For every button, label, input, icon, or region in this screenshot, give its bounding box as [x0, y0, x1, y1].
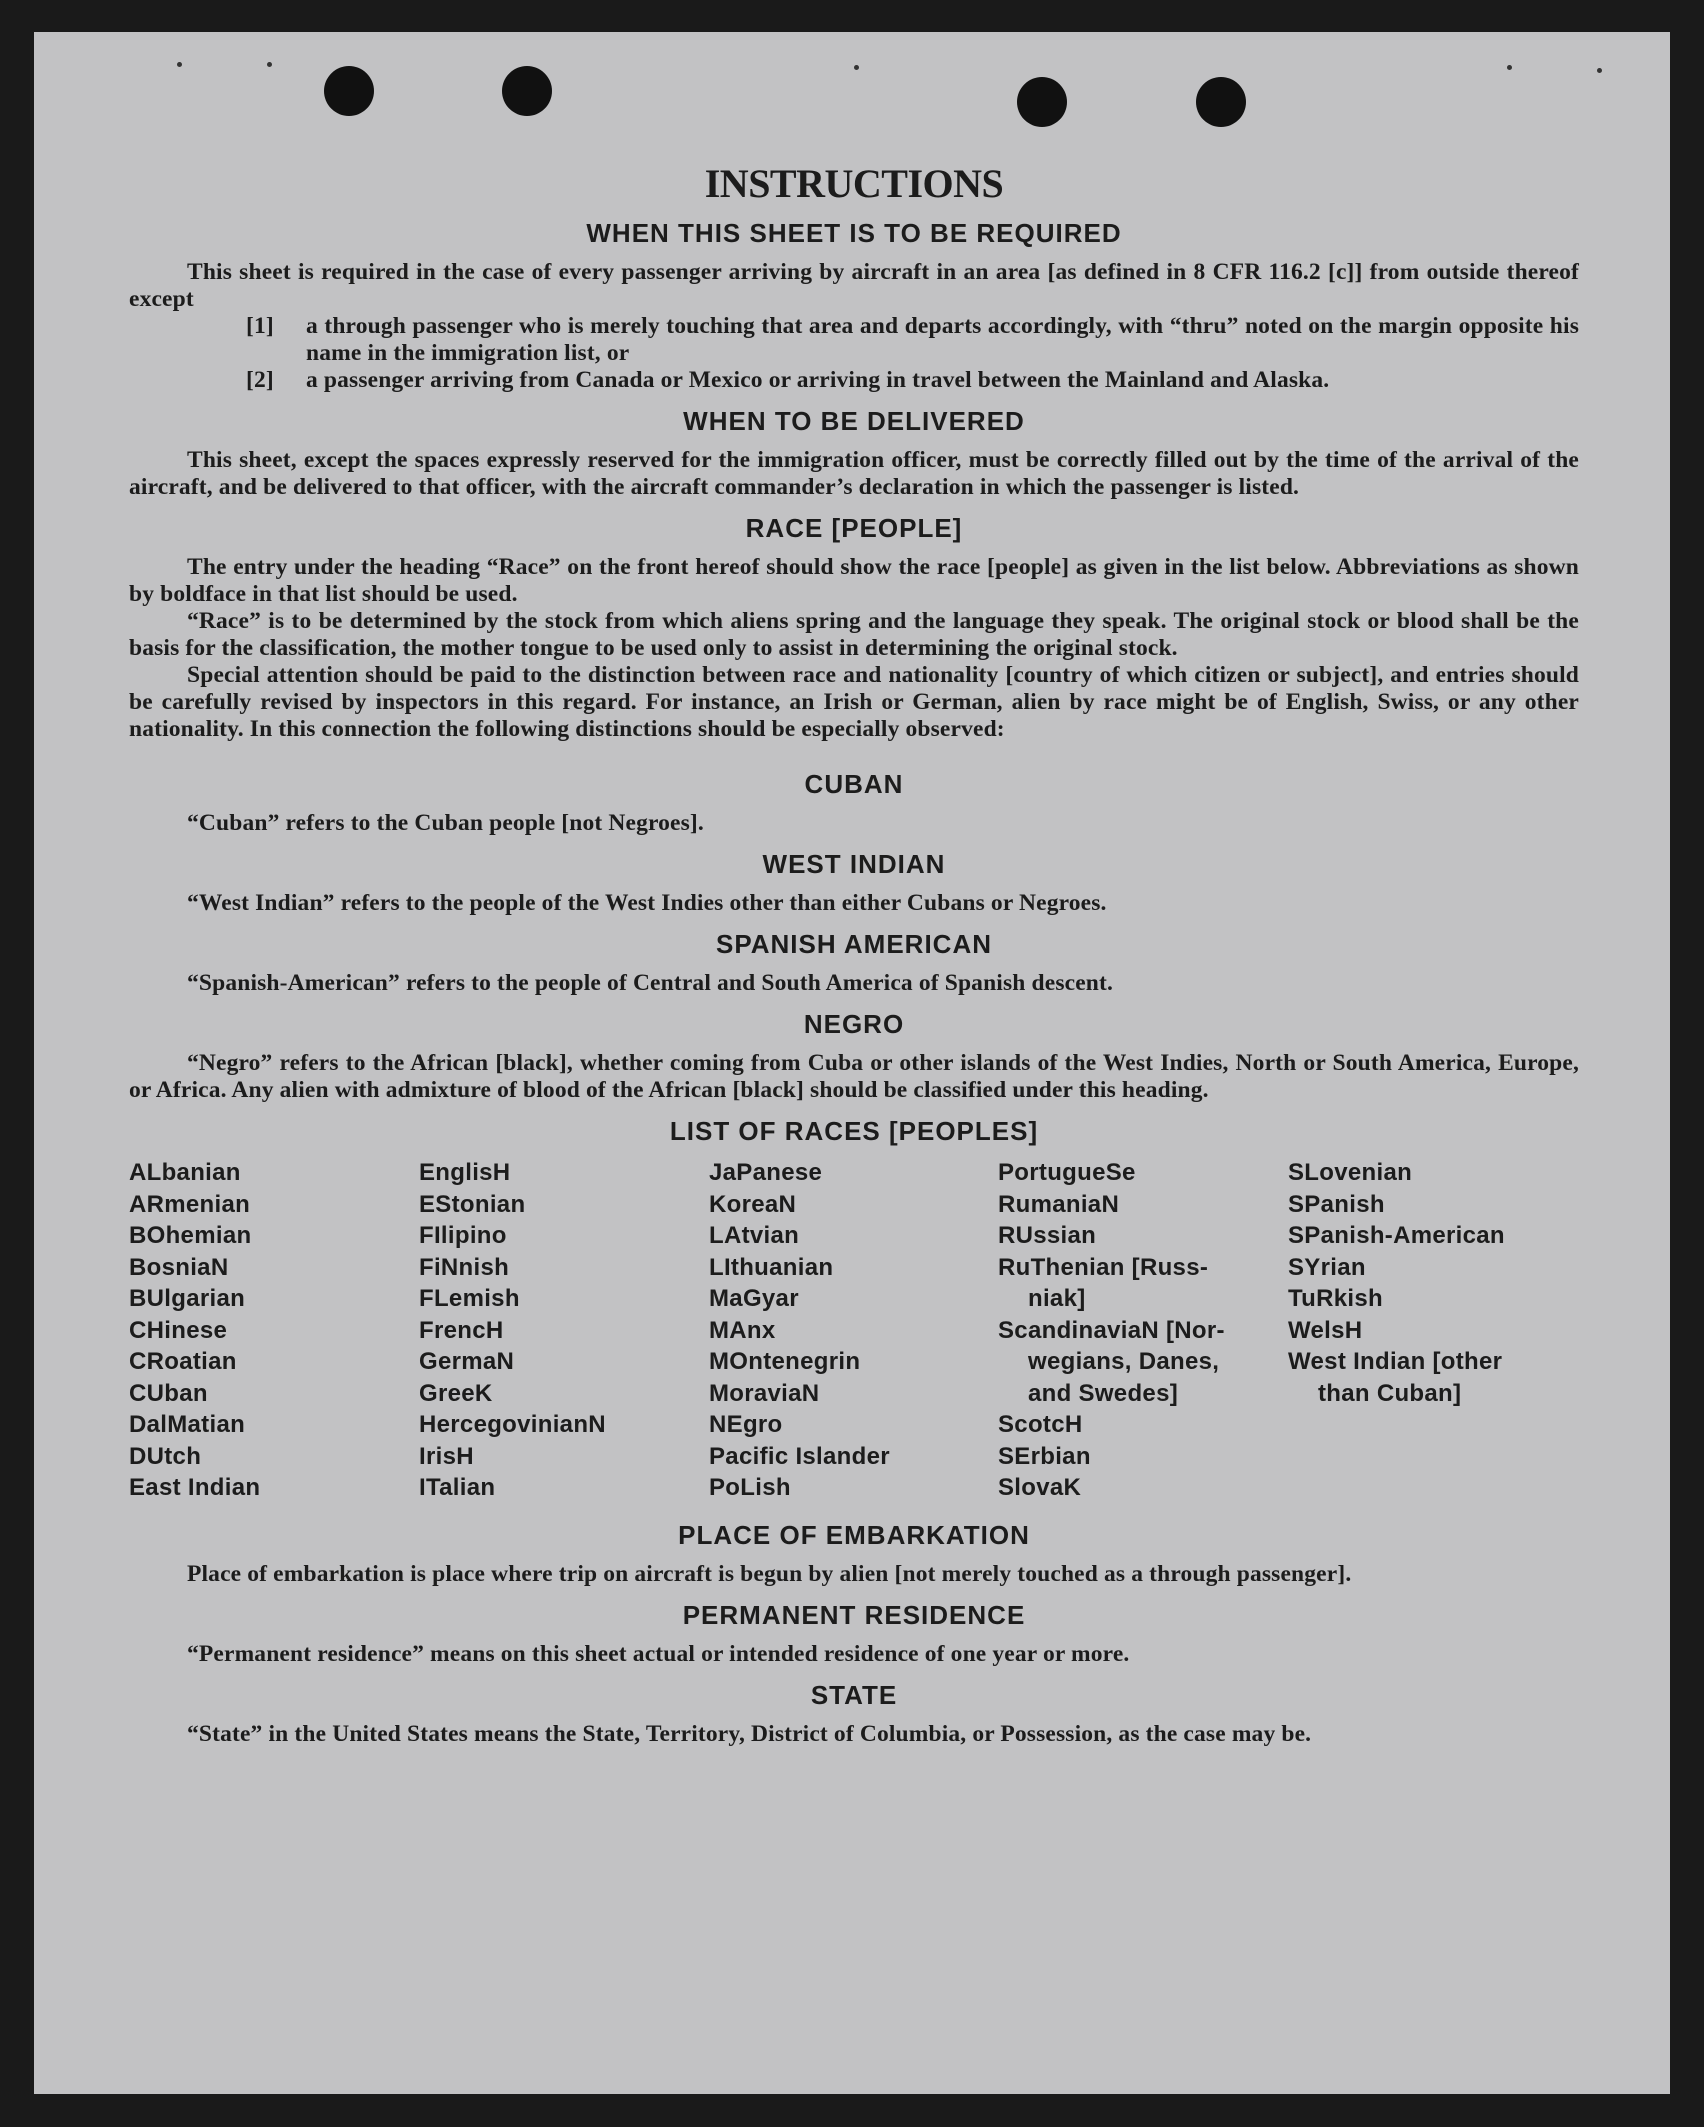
race-entry-continuation: than Cuban]	[1318, 1379, 1462, 1407]
race-entry: IrisH	[419, 1442, 474, 1470]
races-column	[1288, 1157, 1579, 1504]
race-entry: TuRkish	[1288, 1285, 1383, 1312]
race-entry: SErbian	[998, 1442, 1091, 1470]
race-entry: FrencH	[419, 1316, 504, 1344]
race-entry-continuation: and Swedes]	[1028, 1379, 1179, 1407]
races-list	[129, 1157, 1579, 1504]
punch-hole	[324, 66, 374, 116]
speck	[1507, 65, 1512, 70]
race-entry: SYrian	[1288, 1253, 1366, 1281]
race-entry: RumaniaN	[998, 1190, 1120, 1218]
race-entry: RUssian	[998, 1222, 1097, 1249]
races-column	[129, 1157, 419, 1504]
heading-embarkation: PLACE OF EMBARKATION	[678, 1519, 1030, 1550]
residence-text: “Permanent residence” means on this sheet actual or intended residence of one year or more.	[187, 1640, 1130, 1667]
state-text: “State” in the United States means the State, Territory, District of Columbia, or Possession, as the case may be.	[187, 1720, 1312, 1747]
race-entry: ScandinaviaN [Nor-	[998, 1316, 1225, 1344]
race-entry-continuation: niak]	[1028, 1285, 1086, 1312]
heading-negro: NEGRO	[803, 1009, 905, 1039]
race-entry: ALbanian	[129, 1159, 241, 1186]
race-entry: LAtvian	[709, 1222, 800, 1249]
race-entry: MAnx	[709, 1316, 776, 1344]
heading-west-indian: WEST INDIAN	[762, 849, 946, 879]
instructions-content	[129, 132, 1579, 1748]
when-required-intro: This sheet is required in the case of every passenger arriving by aircraft in an area [as defined in 8 CFR 116.2 [c]] from outside thereof except	[129, 259, 1579, 312]
race-entry: BosniaN	[129, 1253, 229, 1281]
races-column	[709, 1157, 998, 1504]
race-entry: CHinese	[129, 1316, 228, 1344]
race-entry: EStonian	[419, 1190, 526, 1218]
race-entry: MaGyar	[709, 1285, 799, 1312]
race-entry: PoLish	[709, 1474, 791, 1501]
race-entry: CUban	[129, 1379, 208, 1407]
spanish-american-text: “Spanish-American” refers to the people of Central and South America of Spanish descent.	[187, 970, 1113, 996]
exception-number: [1]	[246, 313, 274, 339]
page-title: INSTRUCTIONS	[704, 161, 1004, 206]
exception-number: [2]	[246, 367, 274, 393]
punch-hole	[1017, 77, 1067, 127]
race-entry: LIthuanian	[709, 1253, 834, 1281]
exception-text: a through passenger who is merely touching that area and departs accordingly, with “thru” noted on the margin opposite his name in the immigration list, or	[306, 313, 1579, 366]
exception-text: a passenger arriving from Canada or Mexico or arriving in travel between the Mainland and Alaska.	[306, 367, 1330, 393]
race-entry: SPanish	[1288, 1190, 1385, 1218]
race-entry: GermaN	[419, 1348, 515, 1375]
speck	[267, 62, 272, 67]
west-indian-text: “West Indian” refers to the people of the West Indies other than either Cubans or Negroes.	[187, 890, 1107, 916]
document-sheet	[34, 32, 1670, 2094]
race-entry: ScotcH	[998, 1411, 1083, 1438]
race-entry-continuation: wegians, Danes,	[1028, 1348, 1220, 1375]
race-entry: EnglisH	[419, 1159, 511, 1186]
races-column	[998, 1157, 1288, 1504]
speck	[177, 62, 182, 67]
race-entry: KoreaN	[709, 1190, 797, 1218]
heading-list-of-races: LIST OF RACES [PEOPLES]	[669, 1116, 1039, 1146]
race-entry: FIlipino	[419, 1222, 507, 1249]
race-entry: BOhemian	[129, 1222, 252, 1249]
speck	[1597, 68, 1602, 73]
race-entry: MOntenegrin	[709, 1348, 861, 1375]
race-entry: RuThenian [Russ-	[998, 1253, 1209, 1281]
race-entry: NEgro	[709, 1411, 783, 1438]
exception-item	[246, 367, 1579, 394]
race-paragraph: The entry under the heading “Race” on the front hereof should show the race [people] as given in the list below. Abbreviations as shown by boldface in that list should be used.	[129, 554, 1579, 607]
punch-hole	[1196, 77, 1246, 127]
race-entry: SLovenian	[1288, 1159, 1413, 1186]
punch-hole	[502, 66, 552, 116]
race-entry: FLemish	[419, 1285, 520, 1312]
heading-permanent-residence: PERMANENT RESIDENCE	[682, 1599, 1026, 1630]
race-paragraph: Special attention should be paid to the distinction between race and nationality [country of which citizen or subject], and entries should be carefully revised by inspectors in this regard. For instance, an Irish or German, alien by race might be of English, Swiss, or any other nationality. In this connection the following distinctions should be especially observed:	[129, 662, 1579, 742]
race-entry: WelsH	[1288, 1316, 1363, 1344]
exception-item	[246, 313, 1579, 367]
race-entry: SlovaK	[998, 1474, 1082, 1501]
race-entry: SPanish-American	[1288, 1222, 1505, 1249]
heading-when-required: WHEN THIS SHEET IS TO BE REQUIRED	[586, 218, 1122, 248]
embarkation-text: Place of embarkation is place where trip on aircraft is begun by alien [not merely touched as a through passenger].	[187, 1560, 1352, 1587]
race-entry: DUtch	[129, 1442, 202, 1470]
when-delivered-text: This sheet, except the spaces expressly reserved for the immigration officer, must be correctly filled out by the time of the arrival of the aircraft, and be delivered to that officer, with the aircraft commander’s declaration in which the passenger is listed.	[129, 447, 1579, 500]
race-entry: PortugueSe	[998, 1159, 1136, 1186]
heading-when-delivered: WHEN TO BE DELIVERED	[683, 406, 1025, 436]
negro-text: “Negro” refers to the African [black], whether coming from Cuba or other islands of the West Indies, North or South America, Europe, or Africa. Any alien with admixture of blood of the African [black] should be classified under this heading.	[129, 1050, 1579, 1103]
races-column	[419, 1157, 709, 1504]
race-entry: Pacific Islander	[709, 1442, 890, 1470]
speck	[854, 65, 859, 70]
heading-race: RACE [PEOPLE]	[745, 513, 963, 543]
race-entry: FiNnish	[419, 1253, 510, 1281]
race-entry: DalMatian	[129, 1411, 246, 1438]
race-entry: ITalian	[419, 1474, 496, 1501]
cuban-text: “Cuban” refers to the Cuban people [not Negroes].	[187, 810, 704, 836]
race-entry: HercegovinianN	[419, 1411, 606, 1438]
race-entry: West Indian [other	[1288, 1348, 1503, 1375]
race-paragraph: “Race” is to be determined by the stock from which aliens spring and the language they speak. The original stock or blood shall be the basis for the classification, the mother tongue to be used only to assist in determining the original stock.	[129, 608, 1579, 661]
race-entry: East Indian	[129, 1474, 261, 1501]
race-entry: MoraviaN	[709, 1379, 820, 1407]
race-entry: JaPanese	[709, 1159, 823, 1186]
race-entry: BUlgarian	[129, 1285, 246, 1312]
heading-spanish-american: SPANISH AMERICAN	[715, 929, 992, 959]
race-entry: GreeK	[419, 1379, 493, 1407]
race-entry: ARmenian	[129, 1190, 251, 1218]
heading-cuban: CUBAN	[804, 769, 904, 799]
race-entry: CRoatian	[129, 1348, 237, 1375]
heading-state: STATE	[810, 1679, 898, 1710]
